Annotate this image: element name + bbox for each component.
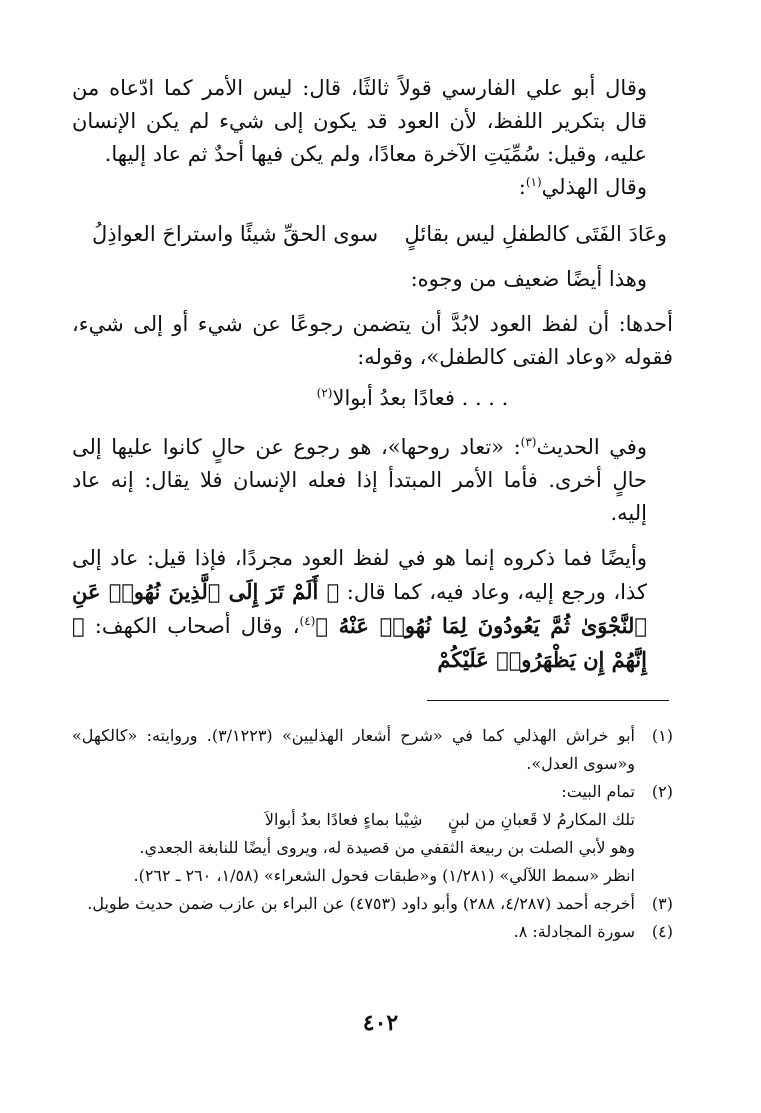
paragraph-2 [72,171,673,204]
quran-verse-1: ﴿ أَلَمْ تَرَ إِلَى ٱلَّذِينَ نُهُوا۟ عَنِ ٱلنَّجْوَىٰ ثُمَّ يَعُودُونَ لِمَا نُهُوا۟ عَنْهُ ﴾ [72,579,647,638]
verse-second-hemistich: سوى الحقِّ شيئًا واستراحَ العواذِلُ [92,222,379,246]
footnote-2 [72,778,673,890]
footnote-number: (٤) [651,922,673,941]
verse-first-hemistich: وعَادَ الفَتَى كالطفلِ ليس بقائلٍ [404,222,667,246]
paragraph-4: أحدها: أن لفظ العود لابُدَّ أن يتضمن رجوعًا عن شيء أو إلى شيء، فقوله «وعاد الفتى كالطفل»، وقوله: [72,312,673,369]
footnote-line: وهو لأبي الصلت بن ربيعة الثقفي من قصيدة له، ويروى أيضًا للنابغة الجعدي. [139,838,635,857]
footnote-ref-1: (١) [525,175,542,189]
footnote-ref-4: (٤) [299,614,316,628]
footnote-number: (١) [651,726,673,745]
poem-verse [72,218,673,251]
quran-verse-2: ﴿ إِنَّهُمْ إِن يَظْهَرُوا۟ عَلَيْكُمْ [72,613,647,672]
footnote-separator [427,700,669,701]
footnote-ref-2: (٢) [316,386,333,400]
footnote-text [72,722,635,778]
paragraph-6-start: وأيضًا فما ذكروه إنما هو في لفظ العود مجردًا، فإذا قيل: عاد إلى كذا، ورجع إليه، وعاد فيه، كما قال: [72,546,648,604]
footnote-text [72,890,635,918]
paragraph-2-colon: : [518,175,526,199]
half-verse-text: . . . . فعادًا بعدُ أبوالا [332,386,509,410]
footnote-3 [72,890,673,918]
paragraph-5 [72,431,673,530]
footnote-4 [72,918,673,946]
page-number: ٤٠٢ [362,1010,399,1036]
footnote-verse-line: تلك المكارمُ لا قَعبانِ من لبنٍ شِيْبا بماءٍ فعادًا بعدُ أبوالاَ [264,810,635,829]
footnote-1 [72,722,673,778]
paragraph-5-start: وفي الحديث [536,435,647,459]
paragraph-5-rest: : «تعاد روحها»، هو رجوع عن حالٍ كانوا عليها إلى حالٍ أخرى. فأما الأمر المبتدأ إذا فعله الإنسان فلا يقال: إنه عاد إليه. [72,435,647,525]
footnote-line: تمام البيت: [561,782,635,801]
footnote-line: أخرجه أحمد (٤/٢٨٧، ٢٨٨) وأبو داود (٤٧٥٣) عن البراء بن عازب ضمن حديث طويل. [87,894,635,913]
footnote-line: سورة المجادلة: ٨. [513,922,635,941]
footnote-line: أبو خراش الهذلي كما في «شرح أشعار الهذليين» (٣/١٢٢٣). وروايته: «كالكهل» و«سوى العدل». [72,726,635,773]
footnote-text [72,778,635,890]
footnote-ref-3: (٣) [520,435,537,449]
paragraph-1: وقال أبو علي الفارسي قولاً ثالثًا، قال: ليس الأمر كما ادّعاه من قال بتكرير اللفظ، لأن العود قد يكون إلى شيء لم يكن الإنسان عليه، وقيل: سُمِّيَتِ الآخرة معادًا، ولم يكن فيها أحدٌ ثم عاد إليها. [72,76,647,166]
footnote-line: انظر «سمط اللآلي» (١/٢٨١) و«طبقات فحول الشعراء» (١/٥٨، ٢٦٠ ـ ٢٦٢). [133,866,635,885]
paragraph-2-text: وقال الهذلي [541,175,647,199]
footnote-number: (٣) [651,894,673,913]
main-text [72,72,673,677]
half-verse [72,382,673,415]
paragraph-3: وهذا أيضًا ضعيف من وجوه: [410,267,647,291]
footnote-number: (٢) [651,782,673,801]
footnote-text [72,918,635,946]
paragraph-6-middle: ، وقال أصحاب الكهف: [84,614,300,638]
footnotes [72,722,673,946]
paragraph-6 [72,542,673,677]
